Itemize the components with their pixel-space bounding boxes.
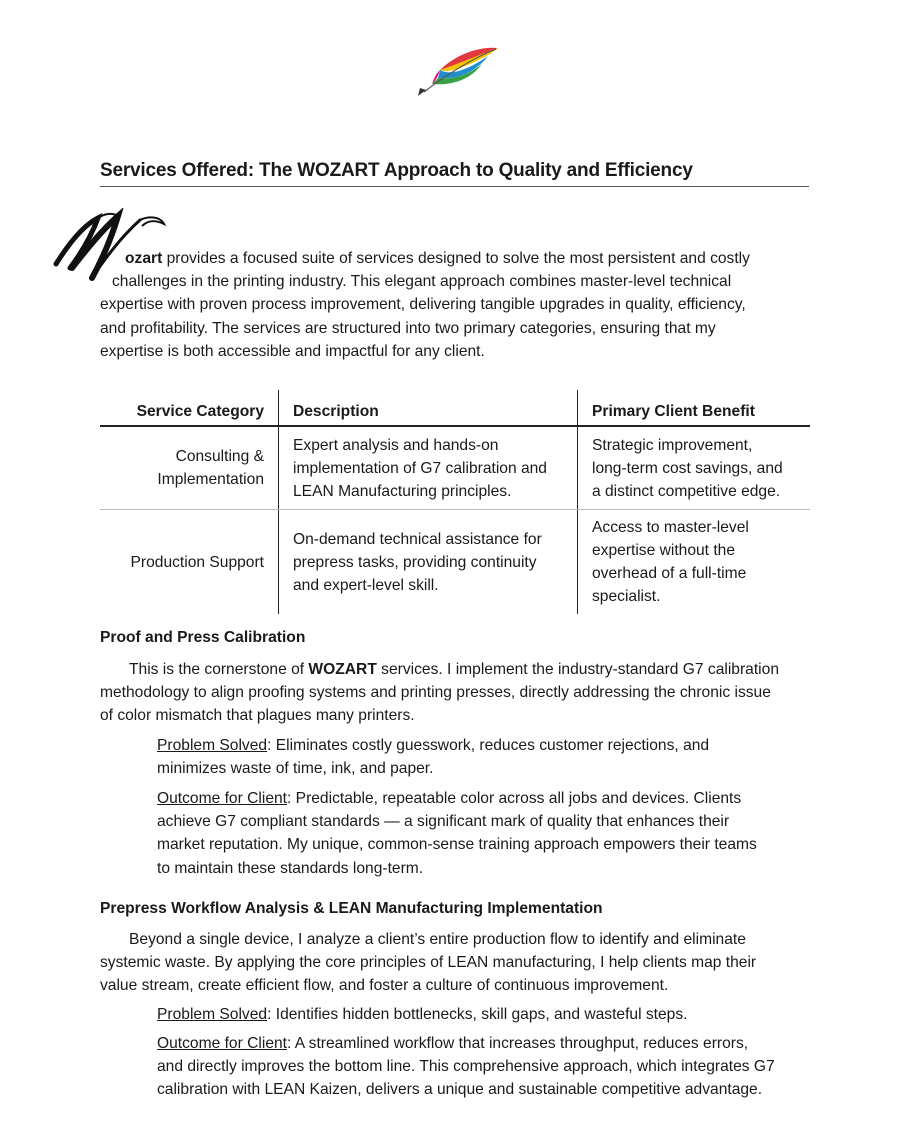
section-title: Proof and Press Calibration — [100, 629, 306, 646]
outcome-label: Outcome for Client — [157, 1035, 287, 1052]
services-table — [100, 390, 810, 614]
brand-name: ozart — [125, 250, 163, 267]
column-header: Primary Client Benefit — [578, 390, 811, 426]
feather-quill-icon — [410, 44, 502, 100]
outcome-block: Outcome for Client: Predictable, repeatable color across all jobs and devices. Clients achieve G7 compliant standards — a significant mark of quality that enhances their market reputation. My unique, common-sense training approach empowers their teams to maintain these standards long-term. — [157, 790, 757, 877]
brand-name: WOZART — [308, 661, 377, 678]
problem-solved-block: Problem Solved: Identifies hidden bottlenecks, skill gaps, and wasteful steps. — [157, 1006, 688, 1023]
table-cell-benefit: Access to master-level expertise without the overhead of a full-time specialist. — [592, 519, 749, 605]
outcome-label: Outcome for Client — [157, 790, 287, 807]
column-header: Service Category — [100, 390, 279, 426]
problem-solved-label: Problem Solved — [157, 737, 268, 754]
problem-solved-label: Problem Solved — [157, 1006, 268, 1023]
table-cell-category: Production Support — [100, 510, 279, 615]
table-cell-description: On-demand technical assistance for prepress tasks, providing continuity and expert-level skill. — [279, 510, 578, 615]
table-cell-benefit: Strategic improvement, long-term cost savings, and a distinct competitive edge. — [578, 426, 811, 510]
table-header-row — [100, 390, 810, 426]
table-cell-category: Consulting & Implementation — [100, 426, 279, 510]
column-header: Description — [279, 390, 578, 426]
problem-solved-block: Problem Solved: Eliminates costly guesswork, reduces customer rejections, and minimizes waste of time, ink, and paper. — [157, 737, 710, 778]
intro-paragraph: ozart provides a focused suite of services designed to solve the most persistent and costly challenges in the printing industry. This elegant approach combines master-level technical expertise with proven process improvement, delivering tangible upgrades in quality, efficiency, and profitability. The services are structured into two primary categories, ensuring that my expertise is both accessible and impactful for any client. — [100, 250, 750, 360]
outcome-block: Outcome for Client: A streamlined workflow that increases throughput, reduces errors, and directly improves the bottom line. This comprehensive approach, which integrates G7 calibration with LEAN Kaizen, delivers a unique and sustainable competitive advantage. — [157, 1035, 775, 1099]
table-row — [100, 510, 810, 615]
section-title: Prepress Workflow Analysis & LEAN Manufacturing Implementation — [100, 900, 603, 917]
table-cell-description: Expert analysis and hands-on implementation of G7 calibration and LEAN Manufacturing principles. — [279, 426, 578, 510]
table-row — [100, 426, 810, 510]
section-paragraph: This is the cornerstone of WOZART services. I implement the industry-standard G7 calibration methodology to align proofing systems and printing presses, directly addressing the chronic issue of color mismatch that plagues many printers. — [100, 661, 779, 725]
section-paragraph: Beyond a single device, I analyze a client’s entire production flow to identify and eliminate systemic waste. By applying the core principles of LEAN manufacturing, I help clients map their value stream, create efficient flow, and foster a culture of continuous improvement. — [100, 931, 757, 995]
page-title: Services Offered: The WOZART Approach to Quality and Efficiency — [100, 160, 809, 187]
